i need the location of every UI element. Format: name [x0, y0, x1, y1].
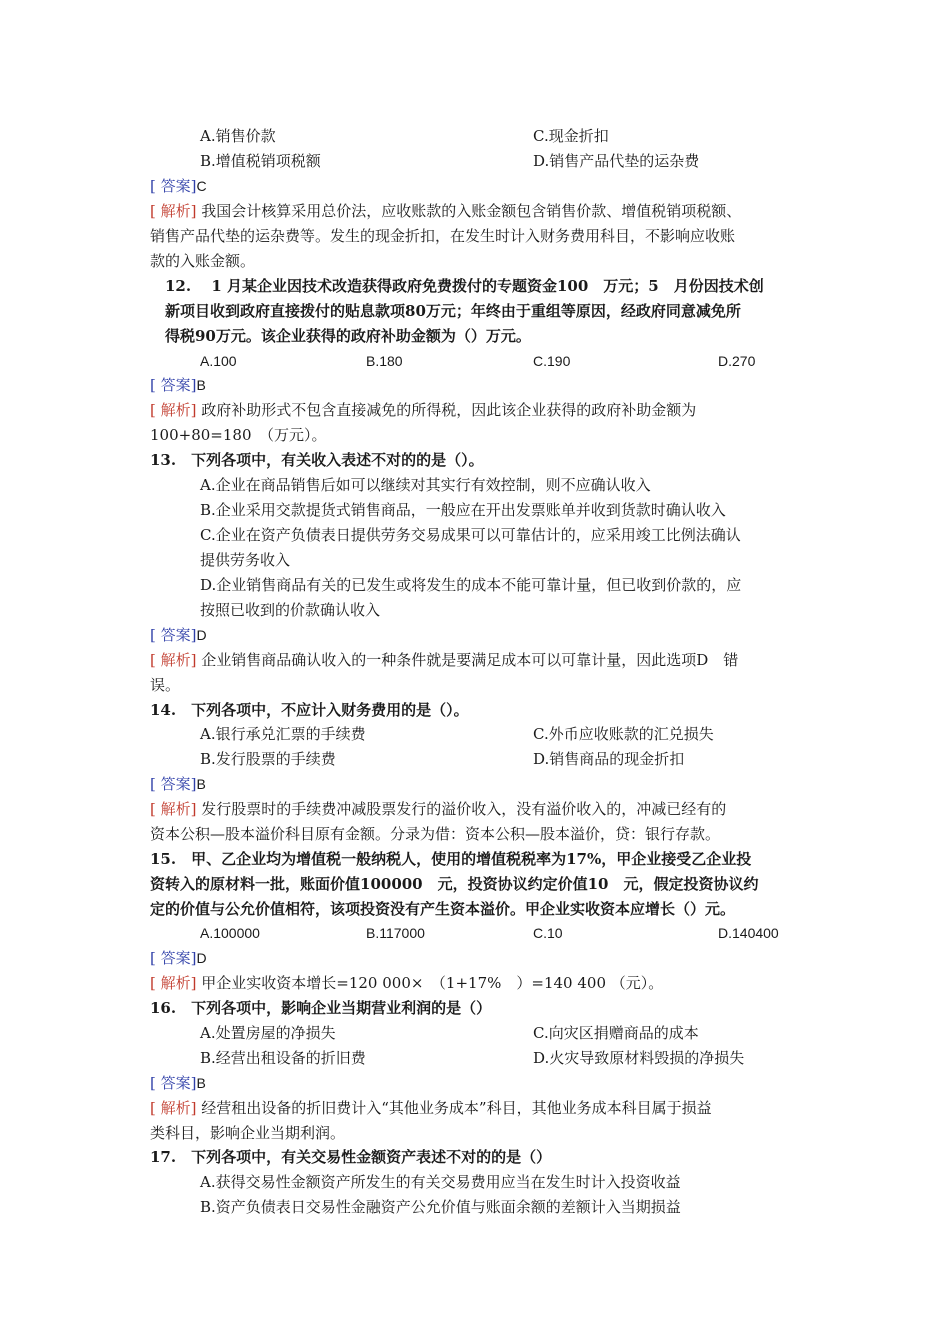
option-b: B.发行股票的手续费: [200, 750, 336, 768]
analysis-label: [ 解析]: [150, 401, 197, 419]
answer-line: [150, 948, 207, 968]
option-c: C.外币应收账款的汇兑损失: [533, 725, 714, 743]
option-c: C.现金折扣: [533, 127, 609, 145]
question-stem: 17. 下列各项中，有关交易性金额资产表述不对的的是（）: [150, 1148, 552, 1166]
analysis-text: 我国会计核算采用总价法，应收账款的入账金额包含销售价款、增值税销项税额、: [201, 202, 742, 220]
analysis-text: 经营租出设备的折旧费计入“其他业务成本”科目，其他业务成本科目属于损益: [201, 1099, 712, 1117]
answer-value: B: [196, 1075, 206, 1091]
analysis-line: [150, 973, 663, 993]
analysis-label: [ 解析]: [150, 651, 197, 669]
option-a: A.企业在商品销售后如可以继续对其实行有效控制，则不应确认收入: [200, 476, 651, 494]
question-stem: 得税90万元。该企业获得的政府补助金额为（）万元。: [165, 327, 531, 345]
option-d: D.270: [718, 353, 756, 369]
analysis-text: 销售产品代垫的运杂费等。发生的现金折扣，在发生时计入财务费用科目，不影响应收账: [150, 227, 736, 245]
analysis-label: [ 解析]: [150, 800, 197, 818]
answer-value: D: [196, 627, 207, 643]
analysis-line: [150, 650, 738, 670]
option-c: C.向灾区捐赠商品的成本: [533, 1024, 699, 1042]
analysis-text: 发行股票时的手续费冲减股票发行的溢价收入，没有溢价收入的，冲减已经有的: [201, 800, 727, 818]
option-a: A.获得交易性金额资产所发生的有关交易费用应当在发生时计入投资收益: [200, 1173, 681, 1191]
question-stem: 12. 1 月某企业因技术改造获得政府免费拨付的专题资金100 万元；5 月份因技术创: [165, 277, 764, 295]
option-d: D.火灾导致原材料毁损的净损失: [533, 1049, 745, 1067]
answer-label: [ 答案]: [150, 376, 197, 394]
answer-label: [ 答案]: [150, 177, 197, 195]
answer-line: [150, 375, 206, 395]
option-b: B.经营出租设备的折旧费: [200, 1049, 366, 1067]
option-a: A.100: [200, 353, 237, 369]
answer-value: C: [196, 178, 207, 194]
option-c: C.190: [533, 353, 571, 369]
question-stem: 资转入的原材料一批，账面价值100000 元，投资协议约定价值10 元，假定投资协议约: [150, 875, 759, 893]
analysis-text: 政府补助形式不包含直接减免的所得税，因此该企业获得的政府补助金额为: [201, 401, 697, 419]
option-d: D.销售商品的现金折扣: [533, 750, 685, 768]
answer-label: [ 答案]: [150, 949, 197, 967]
analysis-line: [150, 400, 696, 420]
option-a: A.处置房屋的净损失: [200, 1024, 336, 1042]
analysis-line: [150, 799, 726, 819]
answer-value: D: [196, 950, 207, 966]
analysis-line: [150, 1098, 712, 1118]
option-b: B.增值税销项税额: [200, 152, 321, 170]
question-stem: 新项目收到政府直接拨付的贴息款项80万元；年终由于重组等原因，经政府同意减免所: [165, 302, 741, 320]
question-stem: 15. 甲、乙企业均为增值税一般纳税人，使用的增值税税率为17%，甲企业接受乙企业投: [150, 850, 752, 868]
analysis-text: 资本公积—股本溢价科目原有金额。分录为借：资本公积—股本溢价，贷：银行存款。: [150, 825, 721, 843]
option-d-cont: 按照已收到的价款确认收入: [200, 601, 381, 619]
option-b: B.企业采用交款提货式销售商品，一般应在开出发票账单并收到货款时确认收入: [200, 501, 726, 519]
analysis-label: [ 解析]: [150, 1099, 197, 1117]
answer-value: B: [196, 377, 206, 393]
analysis-label: [ 解析]: [150, 974, 197, 992]
option-c: C.10: [533, 925, 563, 941]
question-stem: 定的价值与公允价值相符，该项投资没有产生资本溢价。甲企业实收资本应增长（）元。: [150, 900, 736, 918]
analysis-text: 企业销售商品确认收入的一种条件就是要满足成本可以可靠计量，因此选项D 错: [201, 651, 739, 669]
option-a: A.100000: [200, 925, 260, 941]
answer-line: [150, 625, 207, 645]
analysis-text: 款的入账金额。: [150, 252, 256, 270]
answer-line: [150, 1073, 206, 1093]
answer-label: [ 答案]: [150, 626, 197, 644]
analysis-text: 误。: [150, 676, 181, 694]
option-b: B.117000: [366, 925, 425, 941]
analysis-text: 100+80=180 （万元）。: [150, 426, 327, 444]
option-b: B.180: [366, 353, 403, 369]
question-stem: 14. 下列各项中，不应计入财务费用的是（）。: [150, 701, 469, 719]
answer-line: [150, 176, 207, 196]
option-d: D.140400: [718, 925, 779, 941]
option-c: C.企业在资产负债表日提供劳务交易成果可以可靠估计的，应采用竣工比例法确认: [200, 526, 741, 544]
analysis-line: [150, 201, 741, 221]
analysis-text: 甲企业实收资本增长=120 000× （1+17% ）=140 400 （元）。: [201, 974, 664, 992]
question-stem: 16. 下列各项中，影响企业当期营业利润的是（）: [150, 999, 492, 1017]
analysis-label: [ 解析]: [150, 202, 197, 220]
option-a: A.银行承兑汇票的手续费: [200, 725, 366, 743]
option-b: B.资产负债表日交易性金融资产公允价值与账面余额的差额计入当期损益: [200, 1198, 681, 1216]
option-d: D.销售产品代垫的运杂费: [533, 152, 700, 170]
option-c-cont: 提供劳务收入: [200, 551, 291, 569]
answer-line: [150, 774, 206, 794]
answer-value: B: [196, 776, 206, 792]
question-stem: 13. 下列各项中，有关收入表述不对的的是（）。: [150, 451, 484, 469]
option-a: A.销售价款: [200, 127, 276, 145]
option-d: D.企业销售商品有关的已发生或将发生的成本不能可靠计量，但已收到价款的，应: [200, 576, 742, 594]
answer-label: [ 答案]: [150, 1074, 197, 1092]
analysis-text: 类科目，影响企业当期利润。: [150, 1124, 346, 1142]
answer-label: [ 答案]: [150, 775, 197, 793]
